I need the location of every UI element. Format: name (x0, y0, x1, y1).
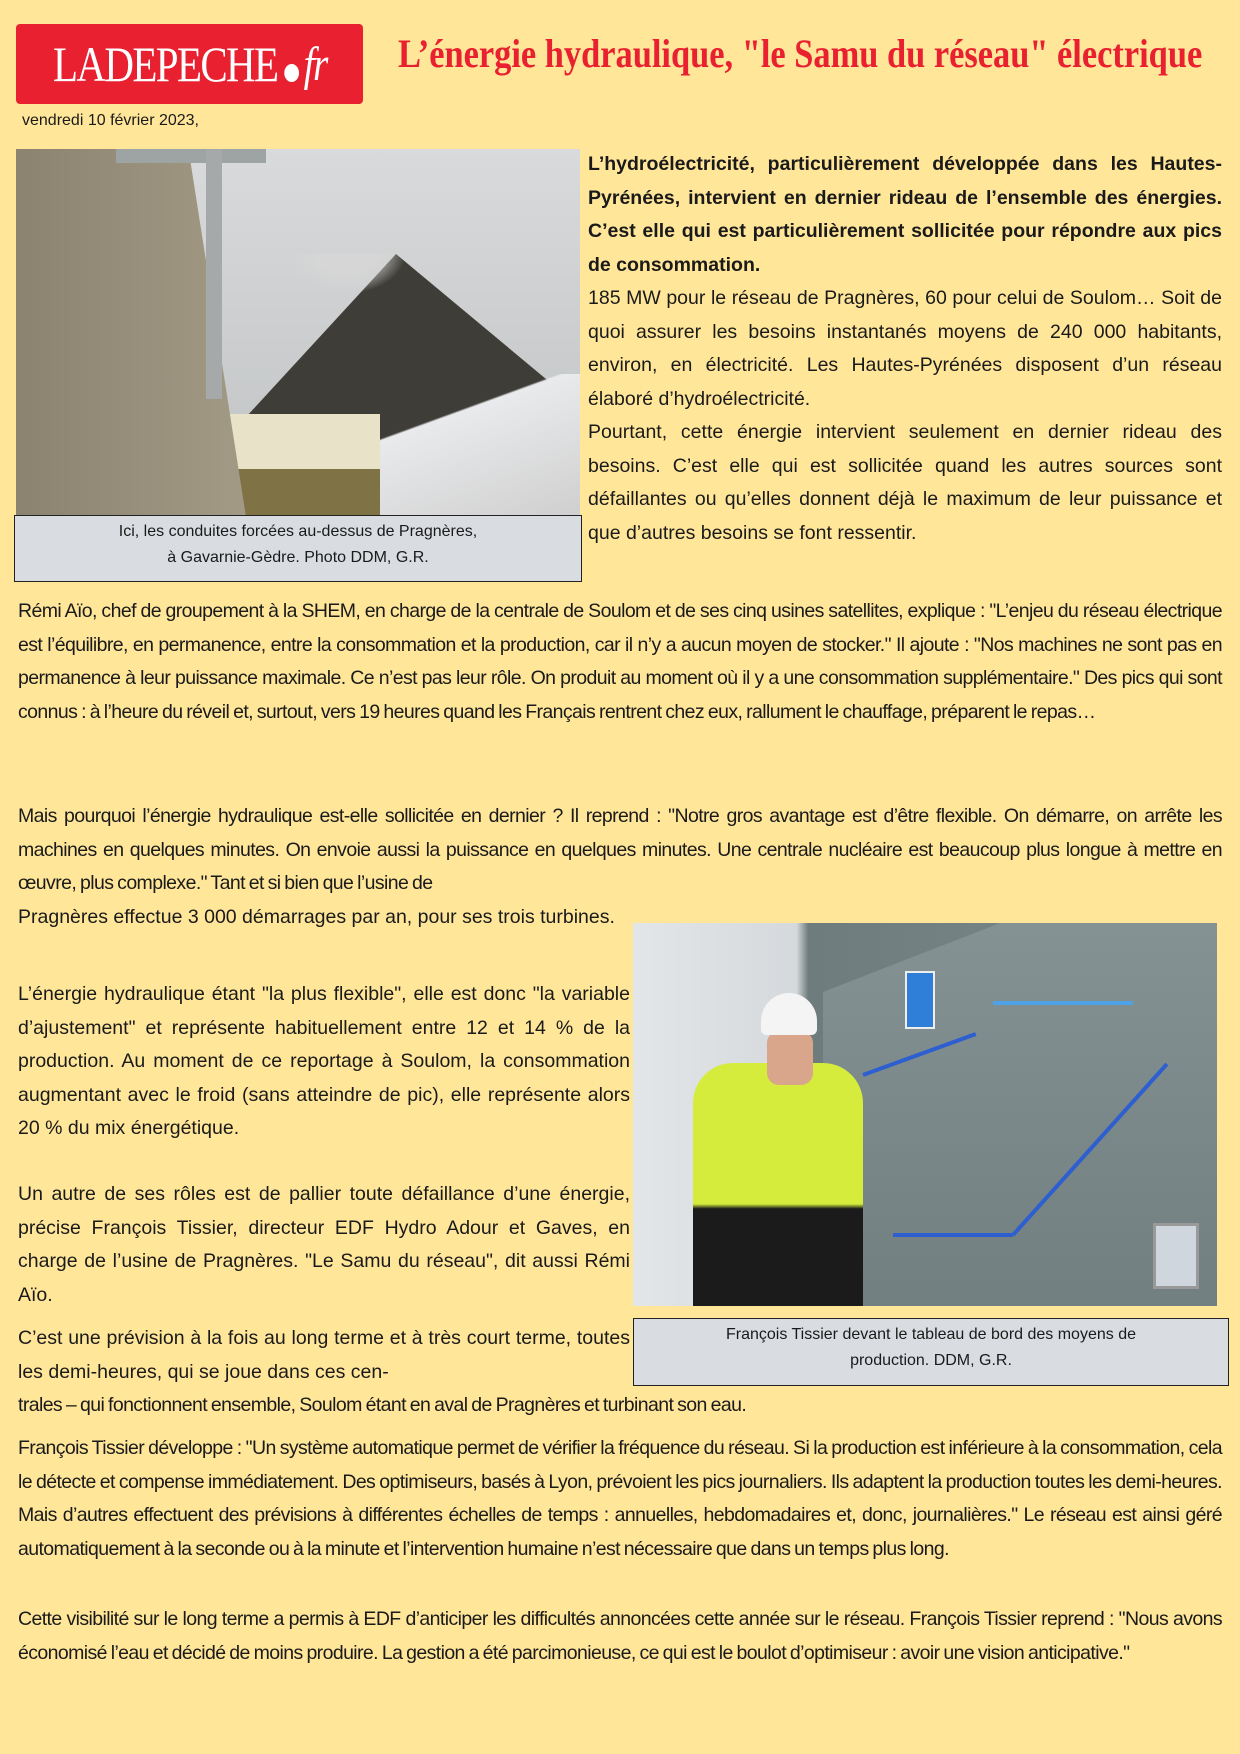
logo-text: LADEPECHE (52, 36, 278, 92)
photo-penstocks-mountain (16, 149, 580, 517)
article-paragraph: Pragnères effectue 3 000 démarrages par an, pour ses trois turbines. (18, 906, 615, 928)
caption-line: à Gavarnie-Gèdre. Photo DDM, G.R. (167, 549, 429, 566)
article-paragraph: 185 MW pour le réseau de Pragnères, 60 pour celui de Soulom… Soit de quoi assurer les besoins instantanés moyens de 240 000 habitants, environ, en électricité. Les Hautes-Pyrénées disposent d’un réseau élaboré d’hydroélectricité. (588, 287, 1222, 410)
ladepeche-logo[interactable] (16, 24, 363, 104)
photo-control-panel (633, 923, 1217, 1306)
photo-caption-2 (633, 1318, 1229, 1386)
article-intro-column (588, 148, 1222, 550)
article-paragraph: Rémi Aïo, chef de groupement à la SHEM, en charge de la centrale de Soulom et de ses cinq usines satellites, explique : "L’enjeu du réseau électrique est l’équilibre, en permanence, entre la consommation et la production, car il n’y a aucun moyen de stocker." Il ajoute : "Nos machines ne sont pas en permanence à leur puissance maximale. Ce n’est pas leur rôle. On produit au moment où il y a une consommation supplémentaire." Des pics qui sont connus : à l’heure du réveil et, surtout, vers 19 heures quand les Français rentrent chez eux, rallument le chauffage, préparent le repas… (18, 600, 1222, 723)
article-paragraph: Pourtant, cette énergie intervient seulement en dernier rideau des besoins. C’est elle qui est sollicitée quand les autres sources sont défaillantes ou qu’elles donnent déjà le maximum de leur puissance et que d’autres besoins se font ressentir. (588, 421, 1222, 544)
article-paragraph: Mais pourquoi l’énergie hydraulique est-elle sollicitée en dernier ? Il reprend : "Notre gros avantage est d’être flexible. On démarre, on arrête les machines en quelques minutes. On envoie aussi la puissance en quelques minutes. Une centrale nucléaire est beaucoup plus longue à mettre en œuvre, plus complexe." Tant et si bien que l’usine de (18, 805, 1222, 894)
article-paragraph: François Tissier développe : "Un système automatique permet de vérifier la fréquence du réseau. Si la production est inférieure à la consommation, cela le détecte et compense immédiatement. Des optimiseurs, basés à Lyon, prévoient les pics journaliers. Ils adaptent la production toutes les demi-heures. Mais d’autres effectuent des prévisions à différentes échelles de temps : annuelles, hebdomadaires et, donc, journalières." Le réseau est ainsi géré automatiquement à la seconde ou à la minute et l’intervention humaine n’est nécessaire que dans un temps plus long. (18, 1437, 1222, 1560)
logo-dot-icon (284, 64, 299, 82)
article-paragraph: trales – qui fonctionnent ensemble, Soulom étant en aval de Pragnères et turbinant son eau. (18, 1394, 747, 1416)
caption-line: Ici, les conduites forcées au-dessus de Pragnères, (118, 523, 478, 540)
caption-line: François Tissier devant le tableau de bord des moyens de (725, 1326, 1136, 1343)
photo-caption-1 (14, 515, 582, 582)
logo-wordmark (53, 35, 327, 93)
caption-line: production. DDM, G.R. (850, 1352, 1012, 1369)
publication-date: vendredi 10 février 2023, (22, 112, 199, 129)
logo-suffix: fr (303, 37, 327, 91)
article-paragraph: Cette visibilité sur le long terme a permis à EDF d’anticiper les difficultés annoncées cette année sur le réseau. François Tissier reprend : "Nous avons économisé l’eau et décidé de moins produire. La gestion a été parcimonieuse, ce qui est le boulot d’optimiseur : avoir une vision anticipative." (18, 1608, 1222, 1664)
article-paragraph: Un autre de ses rôles est de pallier toute défaillance d’une énergie, précise François Tissier, directeur EDF Hydro Adour et Gaves, en charge de l’usine de Pragnères. "Le Samu du réseau", dit aussi Rémi Aïo. (18, 1183, 630, 1306)
article-paragraph: C’est une prévision à la fois au long terme et à très court terme, toutes les demi-heures, qui se joue dans ces cen- (18, 1327, 630, 1383)
article-paragraph: L’énergie hydraulique étant "la plus flexible", elle est donc "la variable d’ajustement" et représente habituellement entre 12 et 14 % de la production. Au moment de ce reportage à Soulom, la consommation augmentant avec le froid (sans atteindre de pic), elle représente alors 20 % du mix énergétique. (18, 983, 630, 1139)
article-headline: L’énergie hydraulique, "le Samu du réseau" électrique (398, 31, 1203, 76)
article-lead: L’hydroélectricité, particulièrement développée dans les Hautes-Pyrénées, intervient en dernier rideau de l’ensemble des énergies. C’est elle qui est particulièrement sollicitée pour répondre aux pics de consommation. (588, 153, 1222, 276)
